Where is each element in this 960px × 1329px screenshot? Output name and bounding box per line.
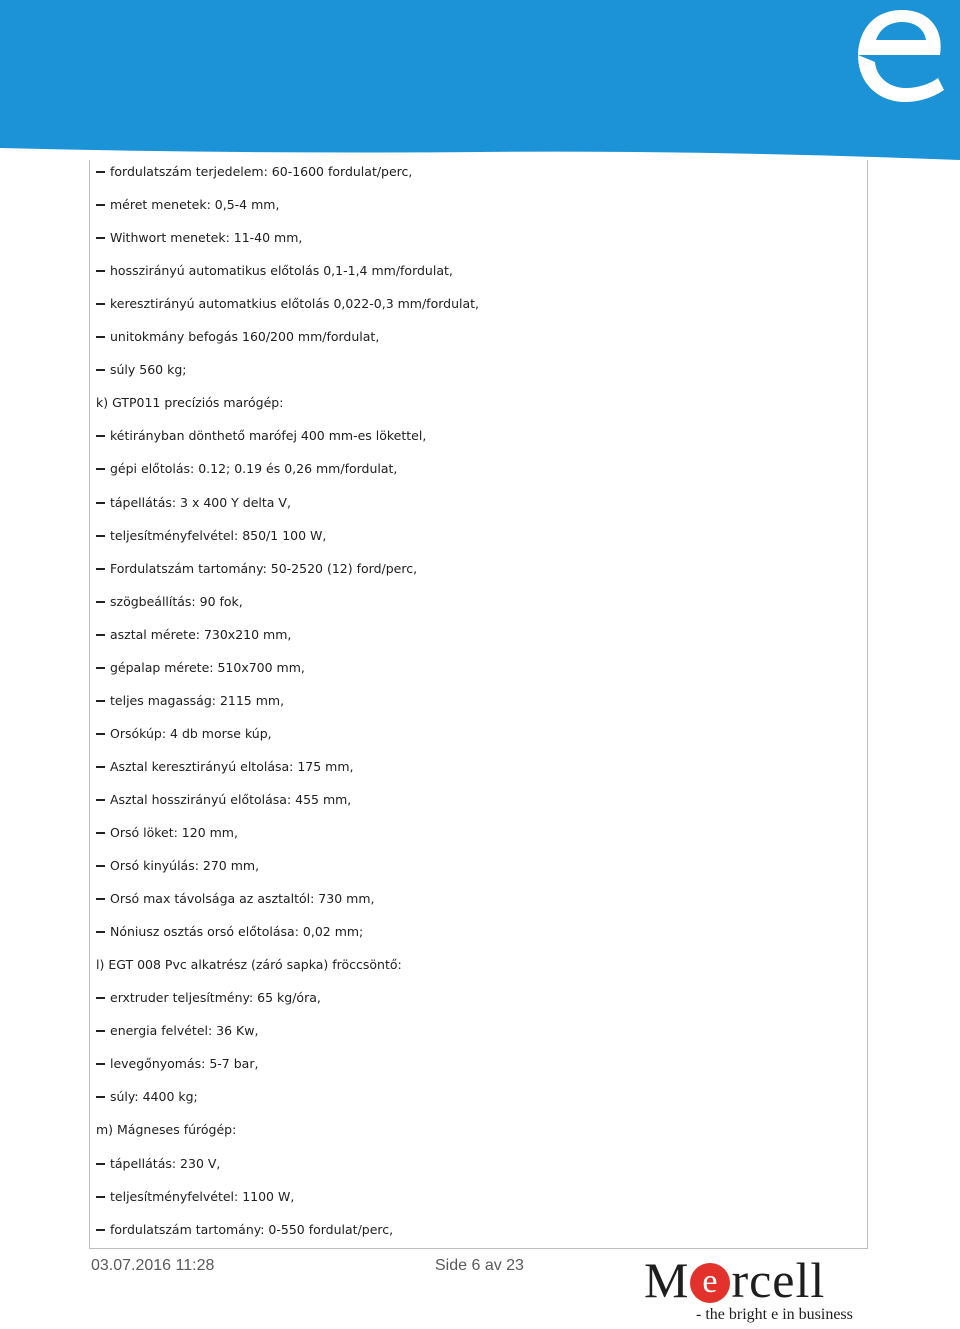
dash-bullet-icon	[96, 369, 105, 371]
dash-bullet-icon	[96, 865, 105, 867]
header-band	[0, 0, 960, 160]
list-item	[96, 856, 259, 876]
section-heading	[96, 955, 402, 975]
list-item	[96, 195, 279, 215]
list-item	[96, 1021, 258, 1041]
list-item	[96, 724, 272, 744]
dash-bullet-icon	[96, 1030, 105, 1032]
dash-bullet-icon	[96, 898, 105, 900]
dash-bullet-icon	[96, 832, 105, 834]
logo-wordmark	[644, 1254, 825, 1306]
list-item	[96, 1054, 258, 1074]
logo-e-icon: e	[690, 1263, 730, 1303]
dash-bullet-icon	[96, 1096, 105, 1098]
dash-bullet-icon	[96, 634, 105, 636]
dash-bullet-icon	[96, 568, 105, 570]
list-item	[96, 261, 453, 281]
list-item-text: teljes magasság: 2115 mm,	[110, 693, 285, 708]
list-item-text: hosszirányú automatikus előtolás 0,1-1,4 mm/fordulat,	[110, 263, 453, 278]
list-item	[96, 691, 284, 711]
section-heading	[96, 1120, 236, 1140]
list-item	[96, 658, 305, 678]
list-item	[96, 1087, 198, 1107]
list-item-text: energia felvétel: 36 Kw,	[110, 1023, 259, 1038]
list-item	[96, 988, 321, 1008]
list-item-text: fordulatszám tartomány: 0-550 fordulat/perc,	[110, 1222, 394, 1237]
list-item	[96, 493, 291, 513]
list-item	[96, 526, 326, 546]
section-heading	[96, 393, 283, 413]
list-item-text: Orsó max távolsága az asztaltól: 730 mm,	[110, 891, 375, 906]
list-item	[96, 327, 379, 347]
list-item-text: tápellátás: 3 x 400 Y delta V,	[110, 495, 291, 510]
list-item	[96, 1154, 220, 1174]
dash-bullet-icon	[96, 766, 105, 768]
list-item-text: méret menetek: 0,5-4 mm,	[110, 197, 280, 212]
list-item	[96, 294, 479, 314]
list-item-text: teljesítményfelvétel: 850/1 100 W,	[110, 528, 327, 543]
list-item-text: Orsókúp: 4 db morse kúp,	[110, 726, 272, 741]
list-item	[96, 1187, 294, 1207]
dash-bullet-icon	[96, 468, 105, 470]
list-item-text: Orsó kinyúlás: 270 mm,	[110, 858, 260, 873]
list-item-text: Asztal keresztirányú eltolása: 175 mm,	[110, 759, 354, 774]
dash-bullet-icon	[96, 1229, 105, 1231]
list-item-text: súly 560 kg;	[110, 362, 187, 377]
logo-letter-m: M	[644, 1252, 690, 1308]
list-item	[96, 757, 354, 777]
list-item-text: fordulatszám terjedelem: 60-1600 fordulat/perc,	[110, 164, 413, 179]
dash-bullet-icon	[96, 270, 105, 272]
list-item	[96, 625, 291, 645]
dash-bullet-icon	[96, 171, 105, 173]
list-item-text: kétirányban dönthető marófej 400 mm-es lökettel,	[110, 428, 427, 443]
list-item-text: teljesítményfelvétel: 1100 W,	[110, 1189, 295, 1204]
list-item	[96, 426, 426, 446]
list-item	[96, 162, 412, 182]
dash-bullet-icon	[96, 1163, 105, 1165]
list-item	[96, 592, 243, 612]
footer-date: 03.07.2016 11:28	[91, 1257, 215, 1274]
dash-bullet-icon	[96, 799, 105, 801]
footer-divider	[89, 1248, 868, 1249]
list-item-text: gépalap mérete: 510x700 mm,	[110, 660, 305, 675]
list-item	[96, 459, 397, 479]
list-item-text: szögbeállítás: 90 fok,	[110, 594, 243, 609]
logo-tagline: - the bright e in business	[696, 1306, 853, 1323]
logo-letters-rest: rcell	[731, 1252, 826, 1308]
dash-bullet-icon	[96, 997, 105, 999]
list-item	[96, 790, 351, 810]
list-item-text: Withwort menetek: 11-40 mm,	[110, 230, 303, 245]
dash-bullet-icon	[96, 535, 105, 537]
list-item-text: erxtruder teljesítmény: 65 kg/óra,	[110, 990, 321, 1005]
list-item	[96, 922, 363, 942]
dash-bullet-icon	[96, 204, 105, 206]
list-item	[96, 360, 187, 380]
list-item	[96, 823, 238, 843]
dash-bullet-icon	[96, 733, 105, 735]
list-item-text: asztal mérete: 730x210 mm,	[110, 627, 292, 642]
dash-bullet-icon	[96, 700, 105, 702]
list-item-text: Nóniusz osztás orsó előtolása: 0,02 mm;	[110, 924, 364, 939]
list-item	[96, 559, 417, 579]
list-item	[96, 889, 374, 909]
list-item-text: tápellátás: 230 V,	[110, 1156, 221, 1171]
list-item-text: unitokmány befogás 160/200 mm/fordulat,	[110, 329, 380, 344]
list-item-text: Fordulatszám tartomány: 50-2520 (12) ford/perc,	[110, 561, 418, 576]
list-item	[96, 228, 302, 248]
list-item-text: keresztirányú automatkius előtolás 0,022-0,3 mm/fordulat,	[110, 296, 480, 311]
dash-bullet-icon	[96, 336, 105, 338]
footer-page-number: Side 6 av 23	[435, 1257, 524, 1274]
list-item-text: levegőnyomás: 5-7 bar,	[110, 1056, 259, 1071]
dash-bullet-icon	[96, 1196, 105, 1198]
list-item-text: k) GTP011 precíziós marógép:	[96, 395, 284, 410]
dash-bullet-icon	[96, 502, 105, 504]
dash-bullet-icon	[96, 303, 105, 305]
dash-bullet-icon	[96, 667, 105, 669]
list-item-text: m) Mágneses fúrógép:	[96, 1122, 237, 1137]
list-item-text: Asztal hosszirányú előtolása: 455 mm,	[110, 792, 352, 807]
dash-bullet-icon	[96, 435, 105, 437]
list-item-text: súly: 4400 kg;	[110, 1089, 198, 1104]
list-item	[96, 1220, 393, 1240]
list-item-text: l) EGT 008 Pvc alkatrész (záró sapka) fröccsöntő:	[96, 957, 402, 972]
dash-bullet-icon	[96, 601, 105, 603]
dash-bullet-icon	[96, 931, 105, 933]
dash-bullet-icon	[96, 1063, 105, 1065]
list-item-text: gépi előtolás: 0.12; 0.19 és 0,26 mm/fordulat,	[110, 461, 398, 476]
dash-bullet-icon	[96, 237, 105, 239]
header-graphic	[0, 0, 960, 160]
brand-logo	[644, 1254, 874, 1329]
list-item-text: Orsó löket: 120 mm,	[110, 825, 238, 840]
